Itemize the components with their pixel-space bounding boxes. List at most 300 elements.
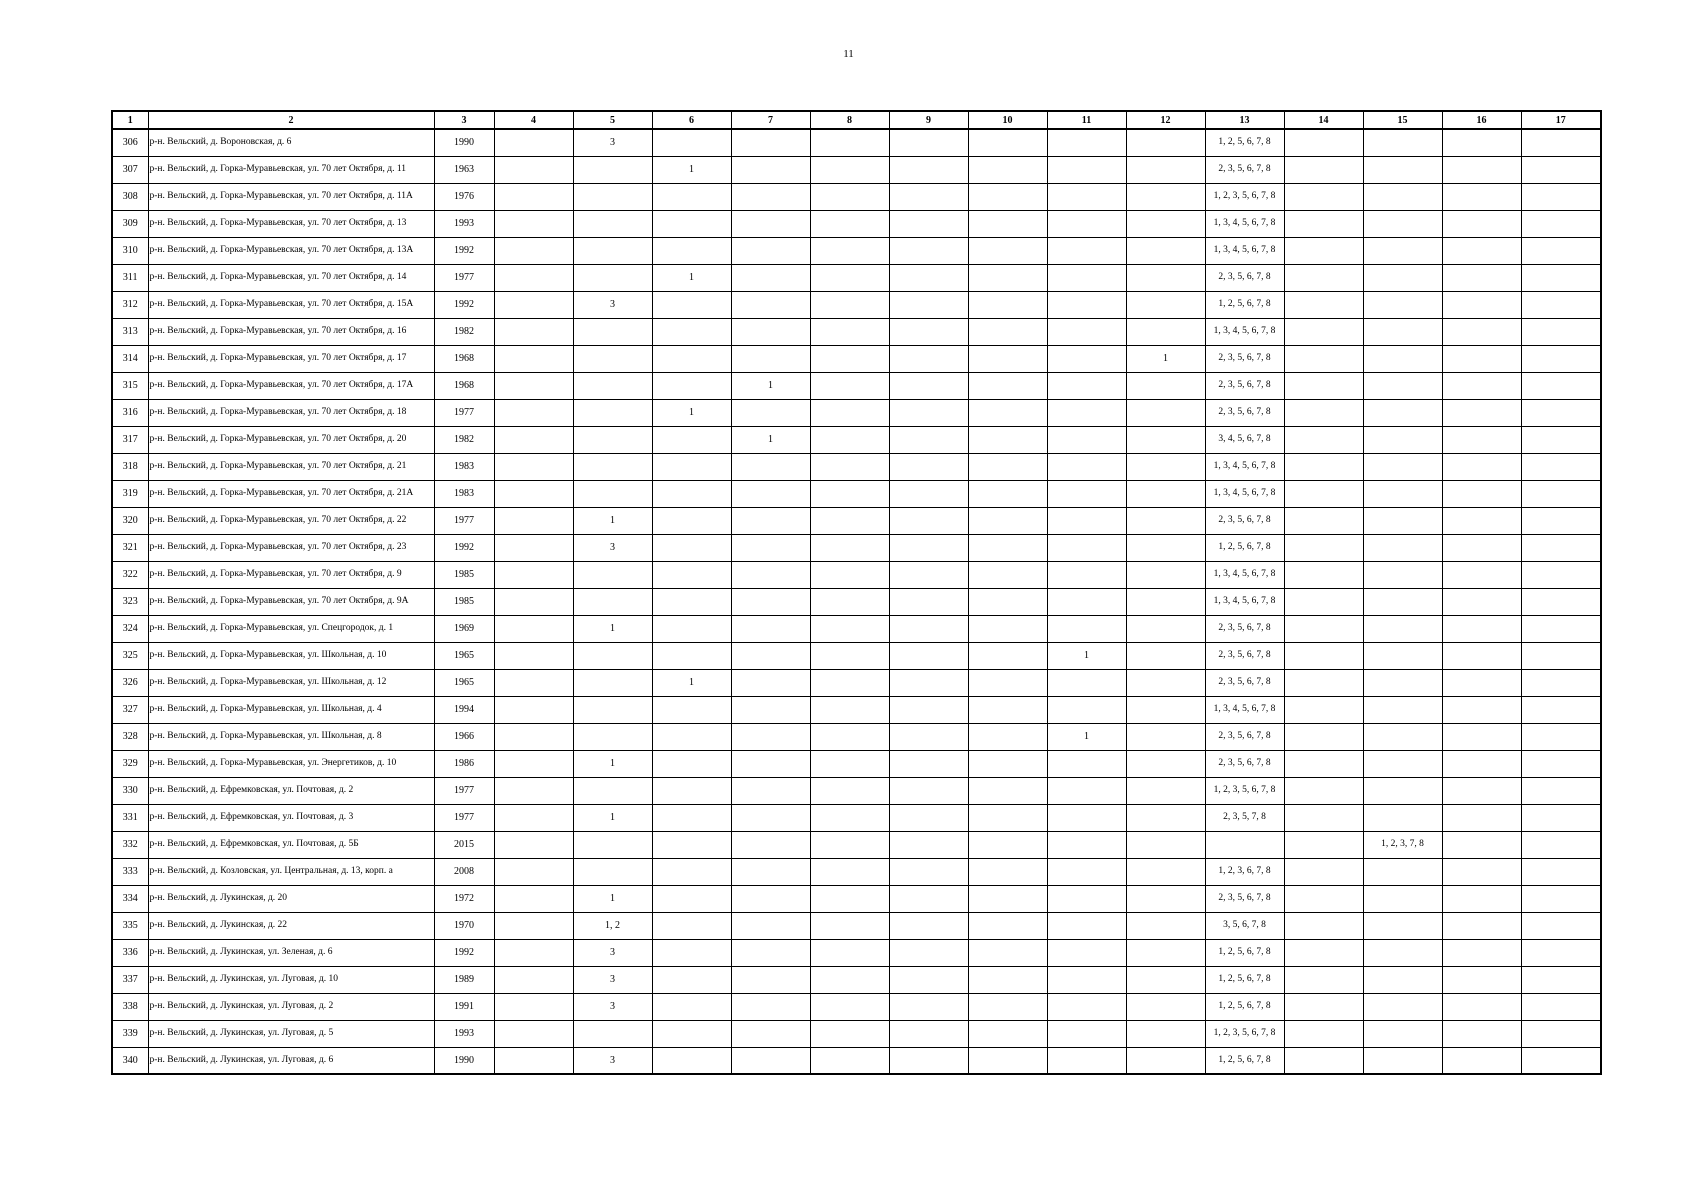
table-cell-col-14 bbox=[1284, 642, 1363, 669]
table-cell-col-12 bbox=[1126, 453, 1205, 480]
table-cell-col-12 bbox=[1126, 534, 1205, 561]
table-cell-col-7 bbox=[731, 561, 810, 588]
table-row bbox=[112, 480, 1601, 507]
table-cell-col-12 bbox=[1126, 993, 1205, 1020]
table-cell-col-6 bbox=[652, 696, 731, 723]
table-cell-col-5 bbox=[573, 237, 652, 264]
table-cell-col-11 bbox=[1047, 561, 1126, 588]
table-cell-col-9 bbox=[889, 939, 968, 966]
row-number-cell: 315 bbox=[112, 372, 148, 399]
table-cell-col-14 bbox=[1284, 912, 1363, 939]
address-cell: р-н. Вельский, д. Горка-Муравьевская, ул. 70 лет Октября, д. 16 bbox=[148, 318, 434, 345]
year-cell: 1992 bbox=[434, 237, 494, 264]
table-cell-col-17 bbox=[1521, 615, 1601, 642]
table-cell-col-7 bbox=[731, 210, 810, 237]
table-cell-col-8 bbox=[810, 588, 889, 615]
table-cell-col-10 bbox=[968, 804, 1047, 831]
table-cell-col-13: 1, 3, 4, 5, 6, 7, 8 bbox=[1205, 453, 1284, 480]
table-cell-col-7 bbox=[731, 318, 810, 345]
table-cell-col-15 bbox=[1363, 372, 1442, 399]
table-cell-col-4 bbox=[494, 480, 573, 507]
year-cell: 1983 bbox=[434, 453, 494, 480]
table-cell-col-9 bbox=[889, 318, 968, 345]
table-cell-col-9 bbox=[889, 264, 968, 291]
column-header-16: 16 bbox=[1442, 111, 1521, 129]
table-cell-col-16 bbox=[1442, 453, 1521, 480]
table-cell-col-12 bbox=[1126, 939, 1205, 966]
table-row bbox=[112, 318, 1601, 345]
table-cell-col-15 bbox=[1363, 237, 1442, 264]
table-cell-col-9 bbox=[889, 507, 968, 534]
table-cell-col-14 bbox=[1284, 561, 1363, 588]
table-cell-col-7 bbox=[731, 291, 810, 318]
table-cell-col-16 bbox=[1442, 777, 1521, 804]
table-cell-col-17 bbox=[1521, 696, 1601, 723]
table-cell-col-6 bbox=[652, 210, 731, 237]
table-cell-col-14 bbox=[1284, 399, 1363, 426]
year-cell: 1982 bbox=[434, 426, 494, 453]
table-cell-col-15 bbox=[1363, 669, 1442, 696]
table-row bbox=[112, 777, 1601, 804]
address-cell: р-н. Вельский, д. Лукинская, д. 22 bbox=[148, 912, 434, 939]
table-cell-col-7 bbox=[731, 1020, 810, 1047]
address-cell: р-н. Вельский, д. Горка-Муравьевская, ул. 70 лет Октября, д. 13А bbox=[148, 237, 434, 264]
table-cell-col-12 bbox=[1126, 696, 1205, 723]
table-cell-col-9 bbox=[889, 777, 968, 804]
table-cell-col-6 bbox=[652, 453, 731, 480]
table-cell-col-8 bbox=[810, 318, 889, 345]
table-cell-col-4 bbox=[494, 885, 573, 912]
address-cell: р-н. Вельский, д. Горка-Муравьевская, ул. 70 лет Октября, д. 18 bbox=[148, 399, 434, 426]
table-cell-col-14 bbox=[1284, 507, 1363, 534]
table-cell-col-7 bbox=[731, 156, 810, 183]
year-cell: 1965 bbox=[434, 669, 494, 696]
table-cell-col-14 bbox=[1284, 345, 1363, 372]
table-cell-col-10 bbox=[968, 480, 1047, 507]
table-cell-col-9 bbox=[889, 345, 968, 372]
table-cell-col-7 bbox=[731, 858, 810, 885]
table-cell-col-15 bbox=[1363, 1047, 1442, 1074]
table-cell-col-15 bbox=[1363, 615, 1442, 642]
year-cell: 1977 bbox=[434, 777, 494, 804]
table-row bbox=[112, 210, 1601, 237]
row-number-cell: 325 bbox=[112, 642, 148, 669]
table-cell-col-17 bbox=[1521, 426, 1601, 453]
table-cell-col-4 bbox=[494, 642, 573, 669]
table-cell-col-17 bbox=[1521, 156, 1601, 183]
table-cell-col-11 bbox=[1047, 156, 1126, 183]
address-cell: р-н. Вельский, д. Горка-Муравьевская, ул. 70 лет Октября, д. 20 bbox=[148, 426, 434, 453]
table-cell-col-14 bbox=[1284, 1020, 1363, 1047]
table-cell-col-6 bbox=[652, 1047, 731, 1074]
year-cell: 1985 bbox=[434, 561, 494, 588]
table-cell-col-12 bbox=[1126, 156, 1205, 183]
address-cell: р-н. Вельский, д. Ефремковская, ул. Почтовая, д. 2 bbox=[148, 777, 434, 804]
table-cell-col-12 bbox=[1126, 1047, 1205, 1074]
year-cell: 1976 bbox=[434, 183, 494, 210]
table-cell-col-9 bbox=[889, 642, 968, 669]
table-cell-col-13: 2, 3, 5, 6, 7, 8 bbox=[1205, 723, 1284, 750]
table-cell-col-9 bbox=[889, 696, 968, 723]
table-cell-col-15 bbox=[1363, 480, 1442, 507]
table-cell-col-11 bbox=[1047, 804, 1126, 831]
table-cell-col-17 bbox=[1521, 669, 1601, 696]
table-cell-col-4 bbox=[494, 1047, 573, 1074]
table-cell-col-11 bbox=[1047, 912, 1126, 939]
table-cell-col-4 bbox=[494, 588, 573, 615]
column-header-3: 3 bbox=[434, 111, 494, 129]
table-cell-col-16 bbox=[1442, 129, 1521, 156]
table-cell-col-15 bbox=[1363, 210, 1442, 237]
table-cell-col-10 bbox=[968, 318, 1047, 345]
table-cell-col-7 bbox=[731, 993, 810, 1020]
table-row bbox=[112, 561, 1601, 588]
table-cell-col-7 bbox=[731, 129, 810, 156]
table-cell-col-15 bbox=[1363, 453, 1442, 480]
table-cell-col-9 bbox=[889, 966, 968, 993]
table-cell-col-16 bbox=[1442, 615, 1521, 642]
table-cell-col-14 bbox=[1284, 426, 1363, 453]
table-cell-col-12 bbox=[1126, 318, 1205, 345]
table-cell-col-14 bbox=[1284, 588, 1363, 615]
table-row bbox=[112, 885, 1601, 912]
row-number-cell: 317 bbox=[112, 426, 148, 453]
table-cell-col-11 bbox=[1047, 615, 1126, 642]
table-cell-col-16 bbox=[1442, 291, 1521, 318]
table-cell-col-10 bbox=[968, 993, 1047, 1020]
table-cell-col-5 bbox=[573, 642, 652, 669]
table-cell-col-6 bbox=[652, 480, 731, 507]
table-cell-col-14 bbox=[1284, 966, 1363, 993]
table-cell-col-14 bbox=[1284, 129, 1363, 156]
table-cell-col-8 bbox=[810, 507, 889, 534]
year-cell: 1994 bbox=[434, 696, 494, 723]
table-cell-col-9 bbox=[889, 804, 968, 831]
column-header-6: 6 bbox=[652, 111, 731, 129]
table-cell-col-7 bbox=[731, 669, 810, 696]
table-cell-col-16 bbox=[1442, 372, 1521, 399]
table-cell-col-9 bbox=[889, 156, 968, 183]
table-cell-col-17 bbox=[1521, 318, 1601, 345]
table-cell-col-9 bbox=[889, 831, 968, 858]
table-cell-col-8 bbox=[810, 183, 889, 210]
table-cell-col-4 bbox=[494, 669, 573, 696]
table-cell-col-4 bbox=[494, 939, 573, 966]
row-number-cell: 321 bbox=[112, 534, 148, 561]
table-cell-col-15 bbox=[1363, 534, 1442, 561]
table-cell-col-8 bbox=[810, 669, 889, 696]
table-cell-col-11 bbox=[1047, 372, 1126, 399]
table-cell-col-4 bbox=[494, 723, 573, 750]
row-number-cell: 331 bbox=[112, 804, 148, 831]
table-cell-col-12 bbox=[1126, 615, 1205, 642]
table-cell-col-9 bbox=[889, 480, 968, 507]
row-number-cell: 309 bbox=[112, 210, 148, 237]
table-cell-col-16 bbox=[1442, 642, 1521, 669]
table-cell-col-11 bbox=[1047, 696, 1126, 723]
year-cell: 2015 bbox=[434, 831, 494, 858]
address-cell: р-н. Вельский, д. Лукинская, ул. Луговая, д. 6 bbox=[148, 1047, 434, 1074]
table-cell-col-9 bbox=[889, 453, 968, 480]
table-cell-col-11 bbox=[1047, 750, 1126, 777]
table-cell-col-11 bbox=[1047, 453, 1126, 480]
table-row bbox=[112, 507, 1601, 534]
table-body bbox=[112, 129, 1601, 1074]
row-number-cell: 326 bbox=[112, 669, 148, 696]
table-row bbox=[112, 399, 1601, 426]
table-row bbox=[112, 426, 1601, 453]
table-cell-col-10 bbox=[968, 291, 1047, 318]
table-cell-col-6 bbox=[652, 723, 731, 750]
table-row bbox=[112, 129, 1601, 156]
table-cell-col-4 bbox=[494, 291, 573, 318]
year-cell: 1977 bbox=[434, 804, 494, 831]
table-cell-col-12 bbox=[1126, 210, 1205, 237]
table-cell-col-7 bbox=[731, 696, 810, 723]
column-header-8: 8 bbox=[810, 111, 889, 129]
row-number-cell: 322 bbox=[112, 561, 148, 588]
table-cell-col-10 bbox=[968, 1047, 1047, 1074]
table-cell-col-5 bbox=[573, 210, 652, 237]
table-cell-col-11 bbox=[1047, 291, 1126, 318]
table-cell-col-14 bbox=[1284, 291, 1363, 318]
table-cell-col-9 bbox=[889, 183, 968, 210]
column-header-4: 4 bbox=[494, 111, 573, 129]
table-cell-col-16 bbox=[1442, 1047, 1521, 1074]
table-cell-col-10 bbox=[968, 966, 1047, 993]
column-header-11: 11 bbox=[1047, 111, 1126, 129]
column-header-17: 17 bbox=[1521, 111, 1601, 129]
table-cell-col-14 bbox=[1284, 156, 1363, 183]
table-cell-col-16 bbox=[1442, 831, 1521, 858]
table-cell-col-12 bbox=[1126, 399, 1205, 426]
row-number-cell: 338 bbox=[112, 993, 148, 1020]
table-row bbox=[112, 237, 1601, 264]
table-cell-col-16 bbox=[1442, 399, 1521, 426]
table-cell-col-12 bbox=[1126, 858, 1205, 885]
table-cell-col-9 bbox=[889, 858, 968, 885]
table-cell-col-8 bbox=[810, 264, 889, 291]
address-cell: р-н. Вельский, д. Горка-Муравьевская, ул. Школьная, д. 12 bbox=[148, 669, 434, 696]
table-cell-col-12 bbox=[1126, 804, 1205, 831]
table-cell-col-13: 1, 2, 5, 6, 7, 8 bbox=[1205, 966, 1284, 993]
table-cell-col-6 bbox=[652, 858, 731, 885]
table-cell-col-8 bbox=[810, 804, 889, 831]
table-cell-col-12 bbox=[1126, 129, 1205, 156]
table-cell-col-15 bbox=[1363, 291, 1442, 318]
table-cell-col-5 bbox=[573, 831, 652, 858]
table-cell-col-14 bbox=[1284, 534, 1363, 561]
table-cell-col-17 bbox=[1521, 183, 1601, 210]
table-cell-col-4 bbox=[494, 345, 573, 372]
table-cell-col-14 bbox=[1284, 264, 1363, 291]
table-cell-col-15 bbox=[1363, 858, 1442, 885]
table-cell-col-5 bbox=[573, 669, 652, 696]
table-cell-col-10 bbox=[968, 264, 1047, 291]
column-header-9: 9 bbox=[889, 111, 968, 129]
table-cell-col-14 bbox=[1284, 183, 1363, 210]
table-cell-col-4 bbox=[494, 129, 573, 156]
table-cell-col-13: 2, 3, 5, 6, 7, 8 bbox=[1205, 156, 1284, 183]
table-cell-col-6 bbox=[652, 642, 731, 669]
table-cell-col-4 bbox=[494, 264, 573, 291]
table-cell-col-10 bbox=[968, 507, 1047, 534]
year-cell: 1992 bbox=[434, 291, 494, 318]
table-cell-col-8 bbox=[810, 966, 889, 993]
table-cell-col-10 bbox=[968, 777, 1047, 804]
table-cell-col-14 bbox=[1284, 669, 1363, 696]
year-cell: 1970 bbox=[434, 912, 494, 939]
table-cell-col-15 bbox=[1363, 507, 1442, 534]
table-cell-col-10 bbox=[968, 642, 1047, 669]
row-number-cell: 307 bbox=[112, 156, 148, 183]
table-cell-col-10 bbox=[968, 453, 1047, 480]
table-cell-col-8 bbox=[810, 750, 889, 777]
address-cell: р-н. Вельский, д. Козловская, ул. Центральная, д. 13, корп. а bbox=[148, 858, 434, 885]
table-cell-col-13: 2, 3, 5, 6, 7, 8 bbox=[1205, 345, 1284, 372]
table-cell-col-16 bbox=[1442, 966, 1521, 993]
table-cell-col-5 bbox=[573, 264, 652, 291]
table-cell-col-6: 1 bbox=[652, 264, 731, 291]
table-row bbox=[112, 588, 1601, 615]
table-cell-col-13: 1, 3, 4, 5, 6, 7, 8 bbox=[1205, 588, 1284, 615]
table-cell-col-9 bbox=[889, 561, 968, 588]
address-cell: р-н. Вельский, д. Горка-Муравьевская, ул. 70 лет Октября, д. 11А bbox=[148, 183, 434, 210]
table-row bbox=[112, 453, 1601, 480]
table-cell-col-4 bbox=[494, 156, 573, 183]
table-cell-col-8 bbox=[810, 777, 889, 804]
table-cell-col-11 bbox=[1047, 183, 1126, 210]
table-cell-col-8 bbox=[810, 291, 889, 318]
table-cell-col-16 bbox=[1442, 264, 1521, 291]
table-cell-col-13: 2, 3, 5, 6, 7, 8 bbox=[1205, 507, 1284, 534]
table-cell-col-5: 3 bbox=[573, 291, 652, 318]
table-cell-col-9 bbox=[889, 723, 968, 750]
table-cell-col-4 bbox=[494, 183, 573, 210]
table-cell-col-6 bbox=[652, 507, 731, 534]
address-cell: р-н. Вельский, д. Лукинская, ул. Луговая, д. 10 bbox=[148, 966, 434, 993]
table-cell-col-4 bbox=[494, 237, 573, 264]
table-cell-col-5: 1 bbox=[573, 885, 652, 912]
row-number-cell: 332 bbox=[112, 831, 148, 858]
table-cell-col-12 bbox=[1126, 561, 1205, 588]
table-cell-col-15 bbox=[1363, 723, 1442, 750]
table-cell-col-13: 1, 2, 5, 6, 7, 8 bbox=[1205, 1047, 1284, 1074]
table-cell-col-5 bbox=[573, 183, 652, 210]
column-header-10: 10 bbox=[968, 111, 1047, 129]
table-cell-col-6 bbox=[652, 561, 731, 588]
address-cell: р-н. Вельский, д. Горка-Муравьевская, ул. 70 лет Октября, д. 17 bbox=[148, 345, 434, 372]
table-cell-col-16 bbox=[1442, 885, 1521, 912]
table-row bbox=[112, 804, 1601, 831]
table-cell-col-15 bbox=[1363, 912, 1442, 939]
table-cell-col-16 bbox=[1442, 669, 1521, 696]
table-cell-col-11 bbox=[1047, 318, 1126, 345]
table-cell-col-13: 1, 2, 5, 6, 7, 8 bbox=[1205, 939, 1284, 966]
table-cell-col-5 bbox=[573, 696, 652, 723]
table-cell-col-4 bbox=[494, 372, 573, 399]
row-number-cell: 308 bbox=[112, 183, 148, 210]
table-cell-col-13: 1, 3, 4, 5, 6, 7, 8 bbox=[1205, 480, 1284, 507]
table-cell-col-9 bbox=[889, 372, 968, 399]
column-header-12: 12 bbox=[1126, 111, 1205, 129]
table-cell-col-13: 2, 3, 5, 6, 7, 8 bbox=[1205, 615, 1284, 642]
table-cell-col-15 bbox=[1363, 318, 1442, 345]
table-cell-col-9 bbox=[889, 993, 968, 1020]
table-cell-col-5 bbox=[573, 426, 652, 453]
table-cell-col-13: 1, 3, 4, 5, 6, 7, 8 bbox=[1205, 210, 1284, 237]
table-cell-col-13: 1, 2, 3, 6, 7, 8 bbox=[1205, 858, 1284, 885]
table-cell-col-12 bbox=[1126, 183, 1205, 210]
table-cell-col-6: 1 bbox=[652, 399, 731, 426]
table-cell-col-17 bbox=[1521, 777, 1601, 804]
table-cell-col-15 bbox=[1363, 156, 1442, 183]
year-cell: 1986 bbox=[434, 750, 494, 777]
table-cell-col-8 bbox=[810, 561, 889, 588]
table-cell-col-4 bbox=[494, 210, 573, 237]
table-cell-col-16 bbox=[1442, 480, 1521, 507]
table-cell-col-15 bbox=[1363, 345, 1442, 372]
table-cell-col-17 bbox=[1521, 939, 1601, 966]
table-cell-col-6 bbox=[652, 885, 731, 912]
table-cell-col-15 bbox=[1363, 129, 1442, 156]
table-cell-col-7 bbox=[731, 237, 810, 264]
table-cell-col-12 bbox=[1126, 777, 1205, 804]
table-cell-col-10 bbox=[968, 1020, 1047, 1047]
address-cell: р-н. Вельский, д. Горка-Муравьевская, ул. 70 лет Октября, д. 15А bbox=[148, 291, 434, 318]
table-cell-col-8 bbox=[810, 993, 889, 1020]
table-cell-col-15: 1, 2, 3, 7, 8 bbox=[1363, 831, 1442, 858]
table-cell-col-8 bbox=[810, 345, 889, 372]
table-cell-col-6 bbox=[652, 912, 731, 939]
table-cell-col-5: 3 bbox=[573, 129, 652, 156]
table-cell-col-15 bbox=[1363, 183, 1442, 210]
table-cell-col-5 bbox=[573, 723, 652, 750]
table-cell-col-16 bbox=[1442, 156, 1521, 183]
table-cell-col-15 bbox=[1363, 1020, 1442, 1047]
table-cell-col-14 bbox=[1284, 750, 1363, 777]
table-cell-col-12 bbox=[1126, 237, 1205, 264]
table-cell-col-13: 2, 3, 5, 6, 7, 8 bbox=[1205, 372, 1284, 399]
table-cell-col-11 bbox=[1047, 939, 1126, 966]
table-cell-col-14 bbox=[1284, 723, 1363, 750]
table-cell-col-13: 1, 3, 4, 5, 6, 7, 8 bbox=[1205, 561, 1284, 588]
table-cell-col-13: 1, 3, 4, 5, 6, 7, 8 bbox=[1205, 237, 1284, 264]
table-cell-col-9 bbox=[889, 399, 968, 426]
table-cell-col-17 bbox=[1521, 399, 1601, 426]
column-header-13: 13 bbox=[1205, 111, 1284, 129]
row-number-cell: 337 bbox=[112, 966, 148, 993]
address-cell: р-н. Вельский, д. Горка-Муравьевская, ул. 70 лет Октября, д. 23 bbox=[148, 534, 434, 561]
table-cell-col-13: 1, 2, 5, 6, 7, 8 bbox=[1205, 993, 1284, 1020]
table-cell-col-4 bbox=[494, 318, 573, 345]
table-cell-col-14 bbox=[1284, 831, 1363, 858]
table-cell-col-5 bbox=[573, 1020, 652, 1047]
table-cell-col-16 bbox=[1442, 534, 1521, 561]
table-row bbox=[112, 642, 1601, 669]
table-cell-col-7: 1 bbox=[731, 426, 810, 453]
table-cell-col-12 bbox=[1126, 723, 1205, 750]
table-cell-col-17 bbox=[1521, 642, 1601, 669]
table-cell-col-8 bbox=[810, 885, 889, 912]
table-cell-col-11 bbox=[1047, 507, 1126, 534]
table-cell-col-7 bbox=[731, 534, 810, 561]
table-cell-col-13: 3, 5, 6, 7, 8 bbox=[1205, 912, 1284, 939]
table-cell-col-5 bbox=[573, 345, 652, 372]
table-cell-col-17 bbox=[1521, 561, 1601, 588]
row-number-cell: 327 bbox=[112, 696, 148, 723]
table-cell-col-4 bbox=[494, 1020, 573, 1047]
